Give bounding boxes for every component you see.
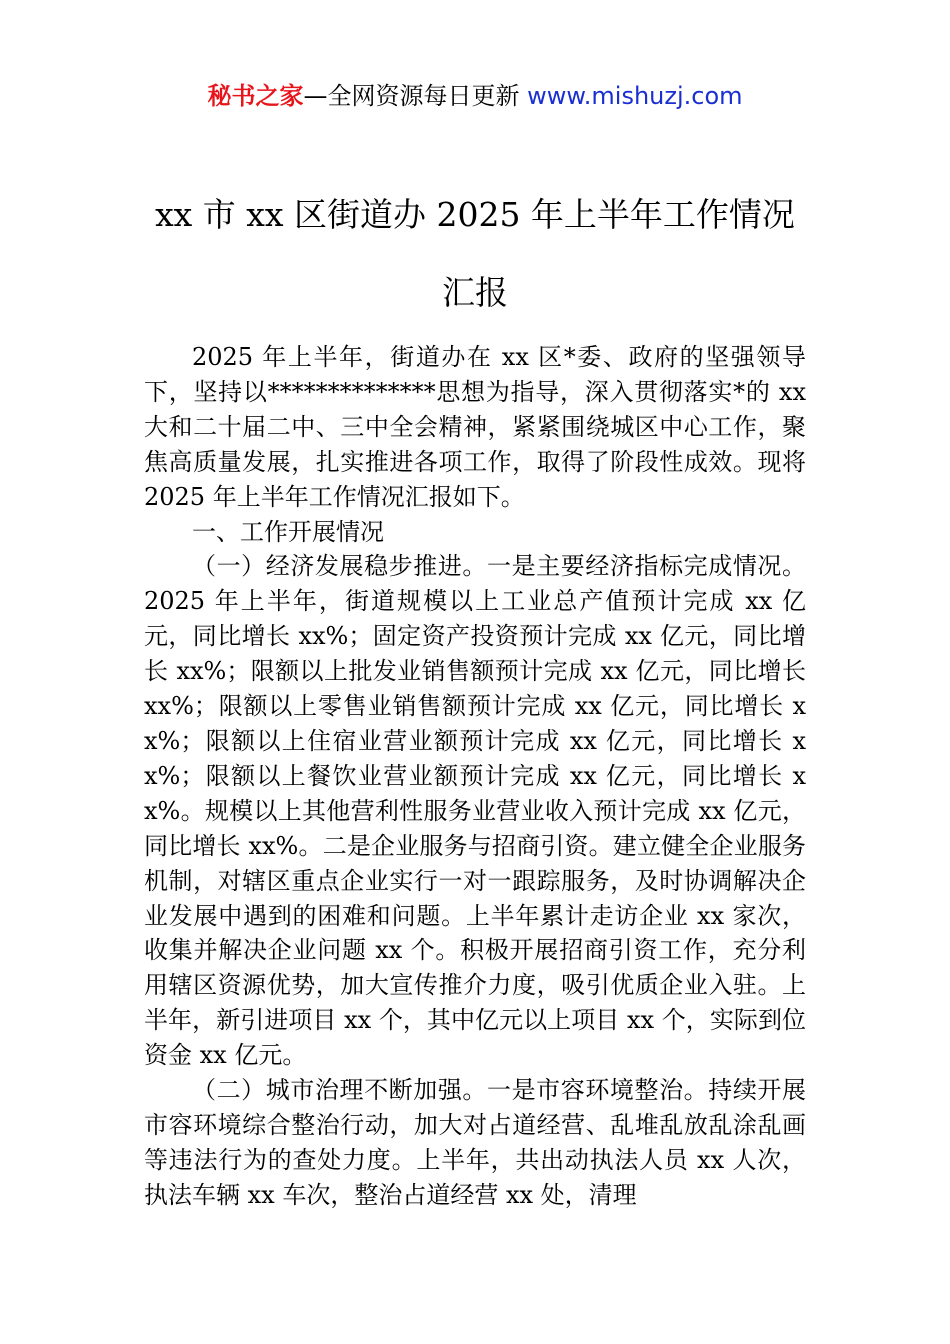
document-title-line-1: xx 市 xx 区街道办 2025 年上半年工作情况 xyxy=(155,195,795,234)
intro-paragraph: 2025 年上半年，街道办在 xx 区*委、政府的坚强领导下，坚持以**************思想为指导，深入贯彻落实*的 xx 大和二十届二中、三中全会精神，紧紧围绕城区中心工作，聚焦高质量发展，扎实推进各项工作，取得了阶段性成效。现将 2025 年上半年工作情况汇报如下。 xyxy=(144,343,806,511)
section-heading: 一、工作开展情况 xyxy=(192,517,384,546)
economy-paragraph: （一）经济发展稳步推进。一是主要经济指标完成情况。2025 年上半年，街道规模以上工业总产值预计完成 xx 亿元，同比增长 xx%；固定资产投资预计完成 xx 亿元，同比增长 xx%；限额以上批发业销售额预计完成 xx 亿元，同比增长 xx%；限额以上零售业销售额预计完成 xx 亿元，同比增长 xx%；限额以上住宿业营业额预计完成 xx 亿元，同比增长 xx%；限额以上餐饮业营业额预计完成 xx 亿元，同比增长 xx%。规模以上其他营利性服务业营业收入预计完成 xx 亿元，同比增长 xx%。二是企业服务与招商引资。建立健全企业服务机制，对辖区重点企业实行一对一跟踪服务，及时协调解决企业发展中遇到的困难和问题。上半年累计走访企业 xx 家次，收集并解决企业问题 xx 个。积极开展招商引资工作，充分利用辖区资源优势，加大宣传推介力度，吸引优质企业入驻。上半年，新引进项目 xx 个，其中亿元以上项目 xx 个，实际到位资金 xx 亿元。 xyxy=(144,552,806,1070)
site-header xyxy=(0,80,950,112)
site-tagline: —全网资源每日更新 xyxy=(303,82,528,110)
document-title-line-2: 汇报 xyxy=(442,273,508,312)
site-url-link[interactable]: www.mishuzj.com xyxy=(527,82,743,110)
governance-paragraph: （二）城市治理不断加强。一是市容环境整治。持续开展市容环境综合整治行动，加大对占道经营、乱堆乱放乱涂乱画等违法行为的查处力度。上半年，共出动执法人员 xx 人次，执法车辆 xx 车次，整治占道经营 xx 处，清理 xyxy=(144,1076,806,1209)
document-body xyxy=(144,340,806,1213)
document-title xyxy=(0,176,950,332)
site-brand: 秘书之家 xyxy=(207,82,304,110)
